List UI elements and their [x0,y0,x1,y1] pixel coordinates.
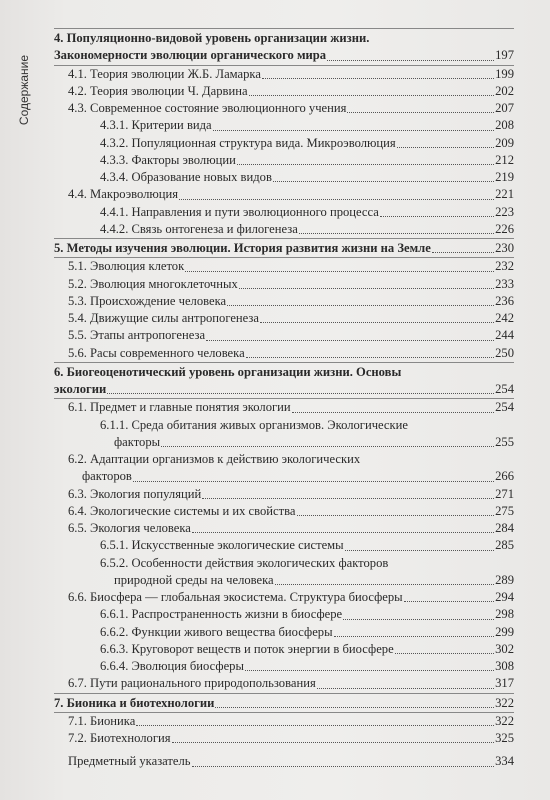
toc-entry-page: 208 [495,118,514,133]
toc-leader-dots [227,305,494,306]
toc-entry-page: 285 [495,538,514,553]
toc-leader-dots [202,498,494,499]
toc-leader-dots [136,725,494,726]
toc-leader-dots [161,446,494,447]
toc-entry-title: 4.4. Макроэволюция [68,187,179,202]
toc-entry-page: 197 [495,48,514,63]
toc-entry-page: 308 [495,659,514,673]
toc-entry-title: 5.1. Эволюция клеток [68,259,185,274]
toc-entry [54,468,514,485]
toc-entry-page: 219 [495,170,514,184]
toc-entry [54,730,514,747]
toc-entry [54,417,514,434]
toc-entry [54,362,514,381]
toc-entry [54,712,514,730]
toc-entry-page: 230 [495,241,514,255]
toc-leader-dots [299,233,494,234]
toc-entry [54,100,514,117]
toc-entry-title: 4.3. Современное состояние эволюционного учения [68,101,347,115]
toc-entry [54,381,514,398]
toc-leader-dots [404,601,494,602]
toc-entry-title: 7.1. Бионика [68,713,136,728]
toc-entry-title: 4.4.2. Связь онтогенеза и филогенеза [100,221,298,236]
toc-leader-dots [432,252,494,253]
toc-entry-title: 5.3. Происхождение человека [68,293,227,308]
toc-entry-page: 242 [495,311,514,325]
toc-leader-dots [179,199,494,200]
toc-entry-page: 199 [495,66,514,81]
toc-entry-page: 233 [495,276,514,291]
toc-entry-page: 254 [495,382,514,396]
toc-entry [54,572,514,589]
toc-entry-title: 6.5.2. Особенности действия экологических факторов [100,555,389,570]
toc-entry-page: 294 [495,590,514,604]
toc-entry-page: 236 [495,293,514,308]
toc-entry [54,169,514,186]
toc-entry-page: 322 [495,713,514,728]
toc-entry-title: 6.1.1. Среда обитания живых организмов. Экологические [100,417,408,432]
toc-leader-dots [246,357,494,358]
toc-entry-title: 6.6. Биосфера — глобальная экосистема. Структура биосферы [68,590,403,604]
toc-entry-page: 302 [495,641,514,656]
toc-entry-title: 5.4. Движущие силы антропогенеза [68,311,259,325]
toc-entry-title: 6.3. Экология популяций [68,486,202,501]
toc-entry [54,47,514,64]
toc-leader-dots [239,288,494,289]
toc-entry [54,152,514,169]
toc-leader-dots [260,322,494,323]
toc-entry [54,327,514,344]
toc-entry-page: 232 [495,259,514,274]
toc-entry-title: 4.2. Теория эволюции Ч. Дарвина [68,83,248,98]
toc-entry-title: факторов [82,469,132,484]
toc-leader-dots [334,636,495,637]
toc-entry-page: 317 [495,676,514,691]
toc-entry-title: природной среды на человека [114,572,274,587]
toc-leader-dots [262,78,494,79]
toc-entry [54,310,514,327]
toc-entry-title: 4.1. Теория эволюции Ж.Б. Ламарка [68,66,261,81]
toc-entry-page: 334 [495,754,514,769]
toc-entry-title: Закономерности эволюции органического мира [54,48,327,63]
toc-leader-dots [215,707,494,708]
toc-entry-title: 5. Методы изучения эволюции. История развития жизни на Земле [54,241,431,255]
toc-leader-dots [192,766,495,767]
toc-leader-dots [347,112,494,113]
toc-entry [54,555,514,572]
toc-entry-page: 275 [495,503,514,518]
toc-leader-dots [133,481,494,482]
toc-entry [54,537,514,554]
toc-entry-title: 6.6.2. Функции живого вещества биосферы [100,624,333,639]
toc-entry-title: 7.2. Биотехнология [68,731,171,745]
toc-entry-page: 244 [495,328,514,343]
toc-entry-title: 4.3.1. Критерии вида [100,118,212,133]
toc-leader-dots [206,340,494,341]
toc-entry-page: 298 [495,607,514,622]
toc-leader-dots [297,515,495,516]
toc-leader-dots [327,60,494,61]
toc-leader-dots [107,393,494,394]
toc-entry-page: 223 [495,204,514,219]
toc-entry [54,117,514,134]
toc-entry-page: 207 [495,101,514,115]
toc-entry [54,276,514,293]
toc-leader-dots [249,95,495,96]
toc-entry [54,675,514,692]
toc-entry-page: 209 [495,135,514,150]
toc-entry-title: 6.6.4. Эволюция биосферы [100,659,244,673]
toc-entry [54,204,514,221]
toc-entry [54,257,514,275]
toc-entry [54,753,514,770]
toc-entry [54,221,514,238]
toc-leader-dots [343,619,494,620]
toc-entry [54,658,514,675]
toc-entry [54,693,514,712]
toc-entry [54,589,514,606]
toc-entry-page: 266 [495,469,514,484]
toc-leader-dots [192,532,494,533]
toc-entry [54,398,514,416]
toc-entry-page: 250 [495,345,514,360]
toc-entry-title: 4.3.3. Факторы эволюции [100,152,236,167]
toc-leader-dots [395,653,494,654]
toc-entry-page: 202 [495,83,514,98]
toc-entry [54,624,514,641]
toc-leader-dots [292,412,494,413]
toc-entry-page: 254 [495,400,514,415]
toc-entry [54,83,514,100]
toc-entry-title: 4.3.2. Популяционная структура вида. Микроэволюция [100,135,396,150]
toc-entry [54,28,514,47]
toc-entry-title: 7. Бионика и биотехнологии [54,695,215,710]
toc-entry [54,451,514,468]
toc-entry-page: 325 [495,731,514,745]
toc-entry-page: 255 [495,434,514,449]
toc-entry-page: 226 [495,221,514,236]
toc-entry-title: 4.3.4. Образование новых видов [100,170,272,184]
running-header [16,40,32,140]
toc-entry [54,486,514,503]
running-header-label: Содержание [17,54,31,126]
toc-entry [54,345,514,362]
toc-leader-dots [237,164,494,165]
toc-entry-title: экологии [54,382,107,396]
toc-entry-title: 5.6. Расы современного человека [68,345,245,360]
toc-entry-page: 322 [495,695,514,710]
toc-entry [54,65,514,83]
toc-entry-title: 6.7. Пути рационального природопользования [68,676,316,691]
toc-leader-dots [380,216,494,217]
toc-leader-dots [345,550,495,551]
toc-entry-title: Предметный указатель [68,754,191,769]
toc-entry-page: 271 [495,486,514,501]
toc-entry-page: 212 [495,152,514,167]
toc-leader-dots [213,130,494,131]
toc-leader-dots [245,670,494,671]
toc-entry-title: 4. Популяционно-видовой уровень организации жизни. [54,31,370,45]
toc-entry-title: 6.2. Адаптации организмов к действию экологических [68,452,361,466]
toc-entry [54,606,514,623]
toc-entry-title: факторы [114,434,161,449]
toc-leader-dots [185,271,494,272]
toc-entry-title: 6.6.3. Круговорот веществ и поток энергии в биосфере [100,641,394,656]
table-of-contents [54,28,514,771]
toc-entry [54,293,514,310]
toc-entry-page: 284 [495,521,514,535]
toc-entry-page: 289 [495,572,514,587]
toc-leader-dots [317,688,494,689]
toc-entry-title: 6.1. Предмет и главные понятия экологии [68,400,291,415]
toc-entry [54,186,514,203]
toc-entry-title: 6.4. Экологические системы и их свойства [68,503,296,518]
toc-entry [54,503,514,520]
toc-entry-title: 6. Биогеоценотический уровень организации жизни. Основы [54,364,402,379]
toc-leader-dots [275,584,494,585]
toc-entry [54,135,514,152]
toc-entry-page: 299 [495,624,514,639]
toc-entry [54,434,514,451]
toc-entry-title: 6.5.1. Искусственные экологические системы [100,538,344,553]
toc-entry-title: 5.5. Этапы антропогенеза [68,328,206,343]
toc-entry-title: 5.2. Эволюция многоклеточных [68,276,238,291]
toc-entry-title: 6.5. Экология человека [68,521,191,535]
toc-entry-page: 221 [495,187,514,202]
toc-leader-dots [172,742,495,743]
toc-leader-dots [273,181,494,182]
toc-entry [54,641,514,658]
toc-entry [54,520,514,537]
toc-leader-dots [397,147,494,148]
toc-entry-title: 6.6.1. Распространенность жизни в биосфере [100,607,343,622]
toc-entry [54,238,514,257]
toc-entry-title: 4.4.1. Направления и пути эволюционного процесса [100,204,379,219]
